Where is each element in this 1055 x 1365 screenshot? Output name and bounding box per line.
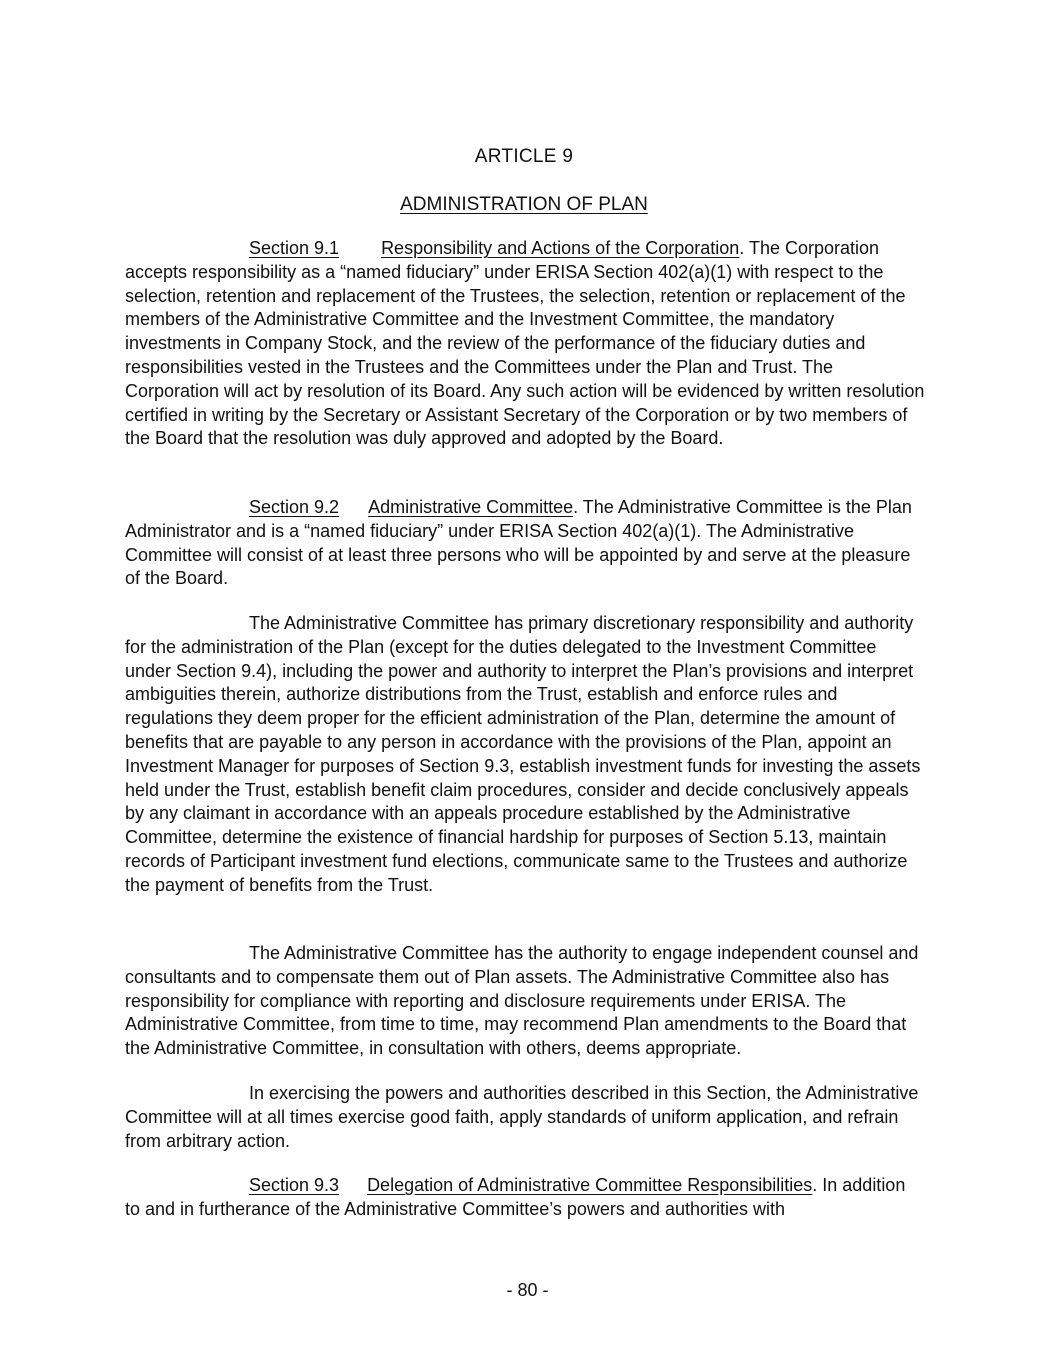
section-9-2-number: Section 9.2 <box>249 497 340 517</box>
section-9-3-number: Section 9.3 <box>249 1175 340 1195</box>
section-9-3-body: . In addition to and in furtherance of the Administrative Committee’s powers and authorities with <box>125 1175 906 1219</box>
section-9-2-body: . The Administrative Committee is the Plan Administrator and is a “named fiduciary” under ERISA Section 402(a)(1). The Administrative Committee will consist of at least three persons who will be appointed by and serve at the pleasure of the Board. <box>125 497 912 589</box>
section-9-1-body: . The Corporation accepts responsibility as a “named fiduciary” under ERISA Section 402(a)(1) with respect to the selection, retention and replacement of the Trustees, the selection, retention or replacement of the members of the Administrative Committee and the Investment Committee, the mandatory investments in Company Stock, and the review of the performance of the fiduciary duties and responsibilities vested in the Trustees and the Committees under the Plan and Trust. The Corporation will act by resolution of its Board. Any such action will be evidenced by written resolution certified in writing by the Secretary or Assistant Secretary of the Corporation or by two members of the Board that the resolution was duly approved and adopted by the Board. <box>125 238 925 449</box>
article-subtitle <box>0 194 1048 216</box>
section-9-2-paragraph <box>125 496 925 591</box>
section-9-1-paragraph <box>125 237 925 451</box>
section-9-1-number: Section 9.1 <box>249 238 340 258</box>
section-9-3-paragraph <box>125 1174 925 1222</box>
article-subtitle-text: ADMINISTRATION OF PLAN <box>400 194 648 215</box>
page-number: - 80 - <box>506 1280 549 1300</box>
section-9-3-heading: Delegation of Administrative Committee Responsibilities <box>367 1175 813 1195</box>
section-9-2-paragraph-2: The Administrative Committee has primary discretionary responsibility and authority for the administration of the Plan (except for the duties delegated to the Investment Committee under Section 9.4), including the power and authority to interpret the Plan’s provisions and interpret ambiguities therein, authorize distributions from the Trust, establish and enforce rules and regulations they deem proper for the efficient administration of the Plan, determine the amount of benefits that are payable to any person in accordance with the provisions of the Plan, appoint an Investment Manager for purposes of Section 9.3, establish investment funds for investing the assets held under the Trust, establish benefit claim procedures, consider and decide conclusively appeals by any claimant in accordance with an appeals procedure established by the Administrative Committee, determine the existence of financial hardship for purposes of Section 5.13, maintain records of Participant investment fund elections, communicate same to the Trustees and authorize the payment of benefits from the Trust. <box>125 613 921 895</box>
section-9-2-heading: Administrative Committee <box>368 497 574 517</box>
article-title: ARTICLE 9 <box>474 146 574 167</box>
section-9-2-paragraph-3: The Administrative Committee has the authority to engage independent counsel and consultants and to compensate them out of Plan assets. The Administrative Committee also has responsibility for compliance with reporting and disclosure requirements under ERISA. The Administrative Committee, from time to time, may recommend Plan amendments to the Board that the Administrative Committee, in consultation with others, deems appropriate. <box>125 943 919 1059</box>
section-9-1-heading: Responsibility and Actions of the Corporation <box>381 238 740 258</box>
section-9-2-paragraph-4: In exercising the powers and authorities described in this Section, the Administrative Committee will at all times exercise good faith, apply standards of uniform application, and refrain from arbitrary action. <box>125 1083 919 1151</box>
